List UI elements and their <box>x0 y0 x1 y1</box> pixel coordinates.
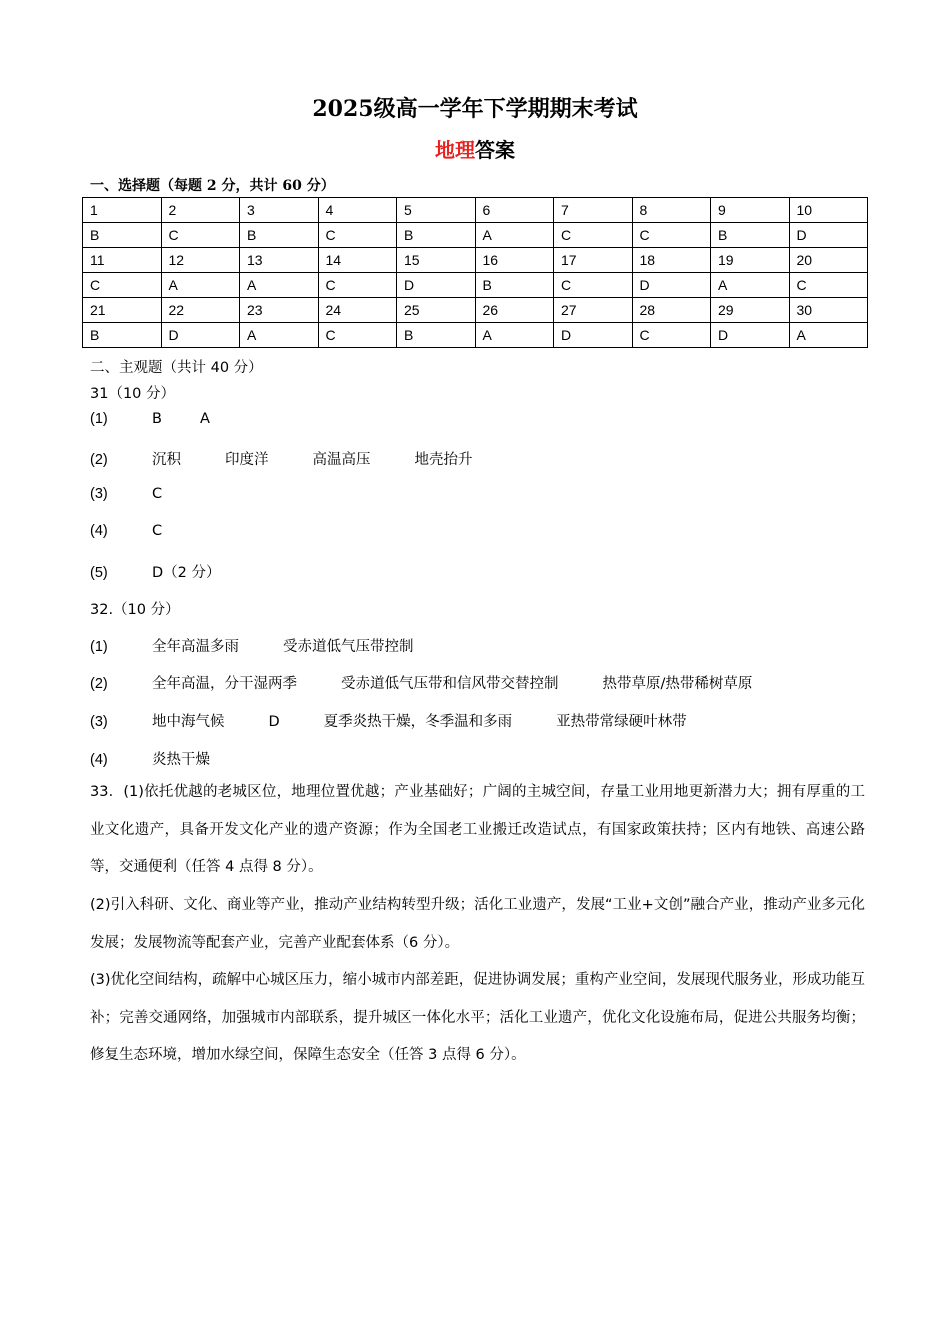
answer-part: A <box>199 411 210 427</box>
question-number-cell: 20 <box>789 248 868 273</box>
answer-cell: D <box>554 323 633 348</box>
question-number-cell: 5 <box>397 198 476 223</box>
q32-heading: 32.（10 分） <box>90 602 180 618</box>
page-subtitle <box>0 134 950 163</box>
q33-part3: (3)优化空间结构，疏解中心城区压力，缩小城市内部差距，促进协调发展；重构产业空间，发展现代服务业，形成功能互补；完善交通网络，加强城市内部联系，提升城区一体化水平；活化工业遗产，优化文化设施布局，促进公共服务均衡；修复生态环境，增加水绿空间，保障生态安全（任答 3 点得 6 分）。 <box>90 972 865 1063</box>
answer-line <box>90 486 162 502</box>
question-number-cell: 21 <box>83 298 162 323</box>
answer-line <box>90 523 162 539</box>
answer-cell: B <box>83 323 162 348</box>
answer-row <box>83 323 868 348</box>
answer-cell: C <box>554 223 633 248</box>
question-number-cell: 17 <box>554 248 633 273</box>
question-number-cell: 9 <box>711 198 790 223</box>
question-number-cell: 22 <box>161 298 240 323</box>
item-number: (1) <box>90 411 108 427</box>
answer-cell: C <box>318 323 397 348</box>
question-number-cell: 12 <box>161 248 240 273</box>
answer-cell: A <box>475 323 554 348</box>
answer-part: 地壳抬升 <box>414 452 473 468</box>
question-number-cell: 3 <box>240 198 319 223</box>
answer-part: C <box>152 523 163 539</box>
item-number: (4) <box>90 523 108 539</box>
answer-cell: C <box>318 223 397 248</box>
answer-cell: C <box>632 323 711 348</box>
question-number-cell: 26 <box>475 298 554 323</box>
q33-part2: (2)引入科研、文化、商业等产业，推动产业结构转型升级；活化工业遗产，发展“工业+文创”融合产业，推动产业多元化发展；发展物流等配套产业，完善产业配套体系（6 分）。 <box>90 897 865 951</box>
answer-line <box>90 748 210 769</box>
answer-part: 亚热带常绿硬叶林带 <box>556 714 687 730</box>
q31-heading: 31（10 分） <box>90 386 176 402</box>
question-number-cell: 30 <box>789 298 868 323</box>
answer-cell: B <box>475 273 554 298</box>
answer-cell: B <box>240 223 319 248</box>
answer-part: C <box>152 486 163 502</box>
question-number-cell: 19 <box>711 248 790 273</box>
answer-cell: C <box>554 273 633 298</box>
question-number-row <box>83 298 868 323</box>
item-number: (4) <box>90 752 108 768</box>
item-number: (5) <box>90 565 108 581</box>
question-number-cell: 18 <box>632 248 711 273</box>
q33-part1: 33．(1)依托优越的老城区位，地理位置优越；产业基础好；广阔的主城空间，存量工业用地更新潜力大；拥有厚重的工业文化遗产，具备开发文化产业的遗产资源；作为全国老工业搬迁改造试点，有国家政策扶持；区内有地铁、高速公路等，交通便利（任答 4 点得 8 分）。 <box>90 784 865 875</box>
answer-part: 沉积 <box>152 452 181 468</box>
answer-table <box>82 197 868 348</box>
question-number-cell: 15 <box>397 248 476 273</box>
answer-part: 地中海气候 <box>152 714 225 730</box>
answer-row <box>83 273 868 298</box>
question-number-cell: 23 <box>240 298 319 323</box>
question-number-cell: 28 <box>632 298 711 323</box>
answer-part: 全年高温多雨 <box>152 639 239 655</box>
page-title: 2025级高一学年下学期期末考试 <box>312 96 638 122</box>
answer-line <box>90 672 752 693</box>
answer-line <box>90 561 221 582</box>
section2-heading: 二、主观题（共计 40 分） <box>90 360 263 376</box>
answer-cell: C <box>161 223 240 248</box>
answer-cell: A <box>240 273 319 298</box>
answer-cell: C <box>83 273 162 298</box>
question-number-cell: 25 <box>397 298 476 323</box>
question-number-cell: 29 <box>711 298 790 323</box>
answer-line <box>90 635 414 656</box>
question-number-cell: 4 <box>318 198 397 223</box>
answer-cell: B <box>83 223 162 248</box>
answer-part: 受赤道低气压带和信风带交替控制 <box>341 676 559 692</box>
answer-part: D（2 分） <box>152 565 221 581</box>
question-number-cell: 14 <box>318 248 397 273</box>
question-number-cell: 24 <box>318 298 397 323</box>
subject-name: 地理 <box>435 138 475 162</box>
question-number-cell: 8 <box>632 198 711 223</box>
question-number-cell: 7 <box>554 198 633 223</box>
answer-line <box>90 411 210 427</box>
answer-part: 炎热干燥 <box>152 752 210 768</box>
answer-part: 印度洋 <box>225 452 269 468</box>
answer-part: B <box>152 411 162 427</box>
answer-part: 全年高温，分干湿两季 <box>152 676 297 692</box>
answer-part: 夏季炎热干燥，冬季温和多雨 <box>323 714 513 730</box>
answer-cell: A <box>789 323 868 348</box>
answer-cell: D <box>161 323 240 348</box>
answer-line <box>90 448 473 469</box>
answer-part: 热带草原/热带稀树草原 <box>602 676 753 692</box>
question-number-cell: 2 <box>161 198 240 223</box>
item-number: (2) <box>90 676 108 692</box>
question-number-cell: 6 <box>475 198 554 223</box>
answer-cell: B <box>397 323 476 348</box>
answer-cell: B <box>397 223 476 248</box>
answer-cell: C <box>789 273 868 298</box>
answer-cell: A <box>475 223 554 248</box>
answer-part: 受赤道低气压带控制 <box>283 639 414 655</box>
item-number: (1) <box>90 639 108 655</box>
question-number-cell: 1 <box>83 198 162 223</box>
question-number-cell: 16 <box>475 248 554 273</box>
answer-cell: D <box>789 223 868 248</box>
answer-part: 高温高压 <box>312 452 371 468</box>
question-number-row <box>83 198 868 223</box>
question-number-cell: 27 <box>554 298 633 323</box>
item-number: (3) <box>90 486 108 502</box>
section1-heading: 一、选择题（每题 2 分，共计 60 分） <box>90 178 335 194</box>
question-number-cell: 13 <box>240 248 319 273</box>
answer-part: D <box>268 714 280 730</box>
answer-cell: A <box>240 323 319 348</box>
answer-line <box>90 710 687 731</box>
answer-label: 答案 <box>475 138 515 162</box>
answer-cell: D <box>632 273 711 298</box>
item-number: (2) <box>90 452 108 468</box>
answer-cell: D <box>397 273 476 298</box>
question-number-row <box>83 248 868 273</box>
answer-cell: B <box>711 223 790 248</box>
answer-cell: D <box>711 323 790 348</box>
item-number: (3) <box>90 714 108 730</box>
answer-cell: A <box>161 273 240 298</box>
answer-cell: C <box>632 223 711 248</box>
question-number-cell: 10 <box>789 198 868 223</box>
answer-cell: C <box>318 273 397 298</box>
answer-cell: A <box>711 273 790 298</box>
answer-row <box>83 223 868 248</box>
question-number-cell: 11 <box>83 248 162 273</box>
